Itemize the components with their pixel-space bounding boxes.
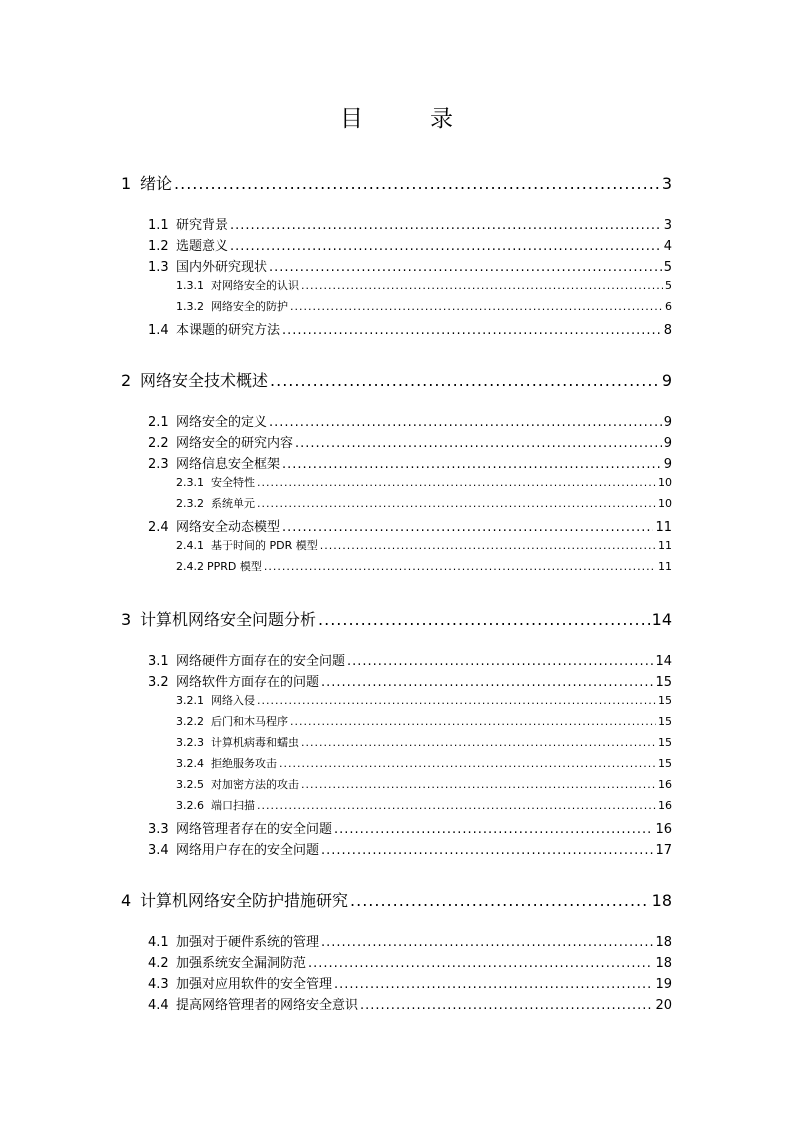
toc-entry-title: 加强系统安全漏洞防范 (176, 956, 307, 971)
toc-entry-number: 3.3 (148, 822, 169, 837)
toc-entry[interactable] (148, 952, 672, 969)
toc-entry[interactable] (148, 432, 672, 449)
toc-dot-leader (301, 279, 663, 292)
toc-entry[interactable] (121, 607, 672, 627)
toc-dot-leader (290, 715, 656, 728)
toc-dot-leader (269, 415, 662, 430)
toc-entry-page: 18 (655, 956, 672, 971)
toc-dot-leader (282, 457, 662, 472)
toc-entry-number: 3.4 (148, 843, 169, 858)
toc-entry-title: 选题意义 (176, 239, 229, 254)
toc-entry[interactable] (176, 692, 672, 706)
toc-entry-number: 1 (121, 174, 132, 193)
toc-entry-title: 网络安全的研究内容 (176, 436, 294, 451)
toc-entry-title: 网络安全的防护 (211, 300, 288, 313)
toc-entry-number: 4.3 (148, 977, 169, 992)
toc-entry-title: PPRD 模型 (207, 560, 262, 573)
toc-entry-title: 基于时间的 PDR 模型 (211, 539, 318, 552)
toc-entry-title: 对网络安全的认识 (211, 279, 299, 292)
toc-dot-leader (279, 757, 656, 770)
toc-dot-leader (174, 174, 660, 193)
toc-entry-page: 5 (665, 279, 672, 292)
toc-entry-number: 1.4 (148, 323, 169, 338)
toc-entry-page: 11 (658, 539, 672, 552)
toc-entry-number: 1.3.2 (176, 300, 204, 313)
toc-entry-title: 网络信息安全框架 (176, 457, 281, 472)
toc-entry-number: 1.1 (148, 218, 169, 233)
toc-entry[interactable] (176, 277, 672, 291)
toc-entry-page: 9 (661, 371, 672, 390)
toc-dot-leader (301, 736, 656, 749)
toc-entry-number: 1.3.1 (176, 279, 204, 292)
toc-dot-leader (230, 239, 662, 254)
toc-entry-page: 10 (658, 497, 672, 510)
toc-entry-page: 17 (655, 843, 672, 858)
toc-dot-leader (308, 956, 653, 971)
toc-entry-page: 4 (663, 239, 672, 254)
toc-entry[interactable] (121, 368, 672, 388)
toc-entry[interactable] (176, 797, 672, 811)
toc-entry-title: 计算机网络安全问题分析 (140, 610, 317, 629)
toc-dot-leader (347, 654, 653, 669)
toc-entry-number: 3 (121, 610, 132, 629)
toc-entry-number: 3.2 (148, 675, 169, 690)
toc-dot-leader (360, 998, 653, 1013)
toc-entry-title: 加强对应用软件的安全管理 (176, 977, 333, 992)
toc-entry-title: 网络管理者存在的安全问题 (176, 822, 333, 837)
toc-entry-title: 计算机病毒和蠕虫 (211, 736, 299, 749)
toc-entry-number: 4.2 (148, 956, 169, 971)
toc-entry-title: 网络安全的定义 (176, 415, 268, 430)
toc-entry-title: 系统单元 (211, 497, 255, 510)
toc-dot-leader (270, 371, 660, 390)
toc-entry[interactable] (176, 713, 672, 727)
toc-entry-number: 3.2.3 (176, 736, 204, 749)
toc-entry-number: 2.1 (148, 415, 169, 430)
toc-entry-page: 14 (655, 654, 672, 669)
toc-dot-leader (257, 799, 656, 812)
toc-entry[interactable] (176, 298, 672, 312)
toc-entry-page: 5 (663, 260, 672, 275)
toc-entry-title: 研究背景 (176, 218, 229, 233)
toc-entry-title: 网络安全技术概述 (140, 371, 269, 390)
toc-entry-page: 8 (663, 323, 672, 338)
toc-dot-leader (257, 497, 656, 510)
toc-dot-leader (282, 520, 653, 535)
toc-dot-leader (264, 560, 656, 573)
toc-dot-leader (334, 977, 653, 992)
toc-entry[interactable] (176, 474, 672, 488)
toc-dot-leader (257, 694, 656, 707)
toc-entry-number: 3.2.1 (176, 694, 204, 707)
toc-entry[interactable] (148, 931, 672, 948)
toc-entry-number: 4.4 (148, 998, 169, 1013)
toc-entry-title: 端口扫描 (211, 799, 255, 812)
toc-entry[interactable] (148, 994, 672, 1011)
toc-entry-title: 加强对于硬件系统的管理 (176, 935, 320, 950)
toc-dot-leader (321, 675, 653, 690)
toc-entry-page: 16 (658, 799, 672, 812)
toc-entry-number: 1.3 (148, 260, 169, 275)
toc-entry-page: 15 (658, 694, 672, 707)
toc-entry[interactable] (148, 256, 672, 273)
toc-entry-page: 20 (655, 998, 672, 1013)
toc-entry-title: 国内外研究现状 (176, 260, 268, 275)
toc-entry[interactable] (176, 537, 672, 551)
toc-dot-leader (290, 300, 663, 313)
toc-entry[interactable] (176, 776, 672, 790)
toc-entry-title: 本课题的研究方法 (176, 323, 281, 338)
toc-entry[interactable] (148, 453, 672, 470)
toc-entry-title: 网络入侵 (211, 694, 255, 707)
toc-dot-leader (295, 436, 662, 451)
toc-dot-leader (269, 260, 662, 275)
toc-dot-leader (230, 218, 662, 233)
toc-dot-leader (321, 843, 653, 858)
toc-entry-number: 2.4.2 (176, 560, 204, 573)
toc-entry-number: 2 (121, 371, 132, 390)
toc-entry-page: 9 (663, 415, 672, 430)
toc-entry-title: 安全特性 (211, 476, 255, 489)
toc-entry-number: 3.1 (148, 654, 169, 669)
toc-entry[interactable] (148, 235, 672, 252)
toc-entry-title: 网络软件方面存在的问题 (176, 675, 320, 690)
toc-dot-leader (257, 476, 656, 489)
toc-entry[interactable] (148, 516, 672, 533)
toc-dot-leader (282, 323, 662, 338)
toc-entry[interactable] (176, 755, 672, 769)
toc-dot-leader (350, 891, 650, 910)
toc-entry-number: 2.4 (148, 520, 169, 535)
toc-entry-number: 3.2.6 (176, 799, 204, 812)
toc-entry-page: 19 (655, 977, 672, 992)
toc-entry[interactable] (121, 888, 672, 908)
toc-entry-number: 1.2 (148, 239, 169, 254)
toc-entry-title: 拒绝服务攻击 (211, 757, 277, 770)
toc-dot-leader (334, 822, 653, 837)
toc-entry-title: 对加密方法的攻击 (211, 778, 299, 791)
toc-entry[interactable] (148, 973, 672, 990)
toc-entry[interactable] (148, 839, 672, 856)
toc-entry-page: 14 (651, 610, 672, 629)
toc-entry-title: 网络安全动态模型 (176, 520, 281, 535)
toc-entry[interactable] (148, 411, 672, 428)
toc-title: 目 录 (340, 106, 475, 132)
toc-entry-page: 6 (665, 300, 672, 313)
toc-entry-number: 4 (121, 891, 132, 910)
toc-entry-page: 11 (655, 520, 672, 535)
toc-entry[interactable] (176, 495, 672, 509)
toc-entry[interactable] (148, 319, 672, 336)
toc-entry-number: 2.3 (148, 457, 169, 472)
toc-entry-number: 2.3.1 (176, 476, 204, 489)
toc-entry-page: 15 (658, 736, 672, 749)
toc-entry-number: 3.2.2 (176, 715, 204, 728)
toc-entry[interactable] (176, 558, 672, 572)
toc-entry-number: 3.2.5 (176, 778, 204, 791)
toc-entry-title: 后门和木马程序 (211, 715, 288, 728)
toc-dot-leader (301, 778, 656, 791)
toc-entry-title: 提高网络管理者的网络安全意识 (176, 998, 359, 1013)
toc-entry-page: 15 (658, 757, 672, 770)
toc-dot-leader (320, 539, 656, 552)
toc-dot-leader (318, 610, 650, 629)
toc-entry-number: 2.2 (148, 436, 169, 451)
toc-entry-title: 计算机网络安全防护措施研究 (140, 891, 349, 910)
toc-entry-number: 2.4.1 (176, 539, 204, 552)
toc-dot-leader (321, 935, 653, 950)
toc-entry-number: 4.1 (148, 935, 169, 950)
toc-entry[interactable] (121, 171, 672, 191)
toc-entry-page: 18 (651, 891, 672, 910)
toc-entry[interactable] (148, 671, 672, 688)
toc-entry-number: 3.2.4 (176, 757, 204, 770)
toc-entry-title: 网络硬件方面存在的安全问题 (176, 654, 346, 669)
toc-entry-page: 15 (655, 675, 672, 690)
toc-entry-page: 11 (658, 560, 672, 573)
toc-entry-page: 16 (658, 778, 672, 791)
toc-entry-title: 绪论 (140, 174, 173, 193)
toc-entry[interactable] (148, 818, 672, 835)
toc-entry-page: 10 (658, 476, 672, 489)
toc-entry[interactable] (148, 650, 672, 667)
toc-entry-title: 网络用户存在的安全问题 (176, 843, 320, 858)
toc-entry-page: 15 (658, 715, 672, 728)
toc-entry[interactable] (176, 734, 672, 748)
toc-entry-page: 16 (655, 822, 672, 837)
toc-entry-page: 3 (663, 218, 672, 233)
toc-entry-page: 9 (663, 436, 672, 451)
toc-entry-number: 2.3.2 (176, 497, 204, 510)
toc-entry-page: 9 (663, 457, 672, 472)
toc-entry-page: 3 (661, 174, 672, 193)
toc-entry-page: 18 (655, 935, 672, 950)
toc-entry[interactable] (148, 214, 672, 231)
